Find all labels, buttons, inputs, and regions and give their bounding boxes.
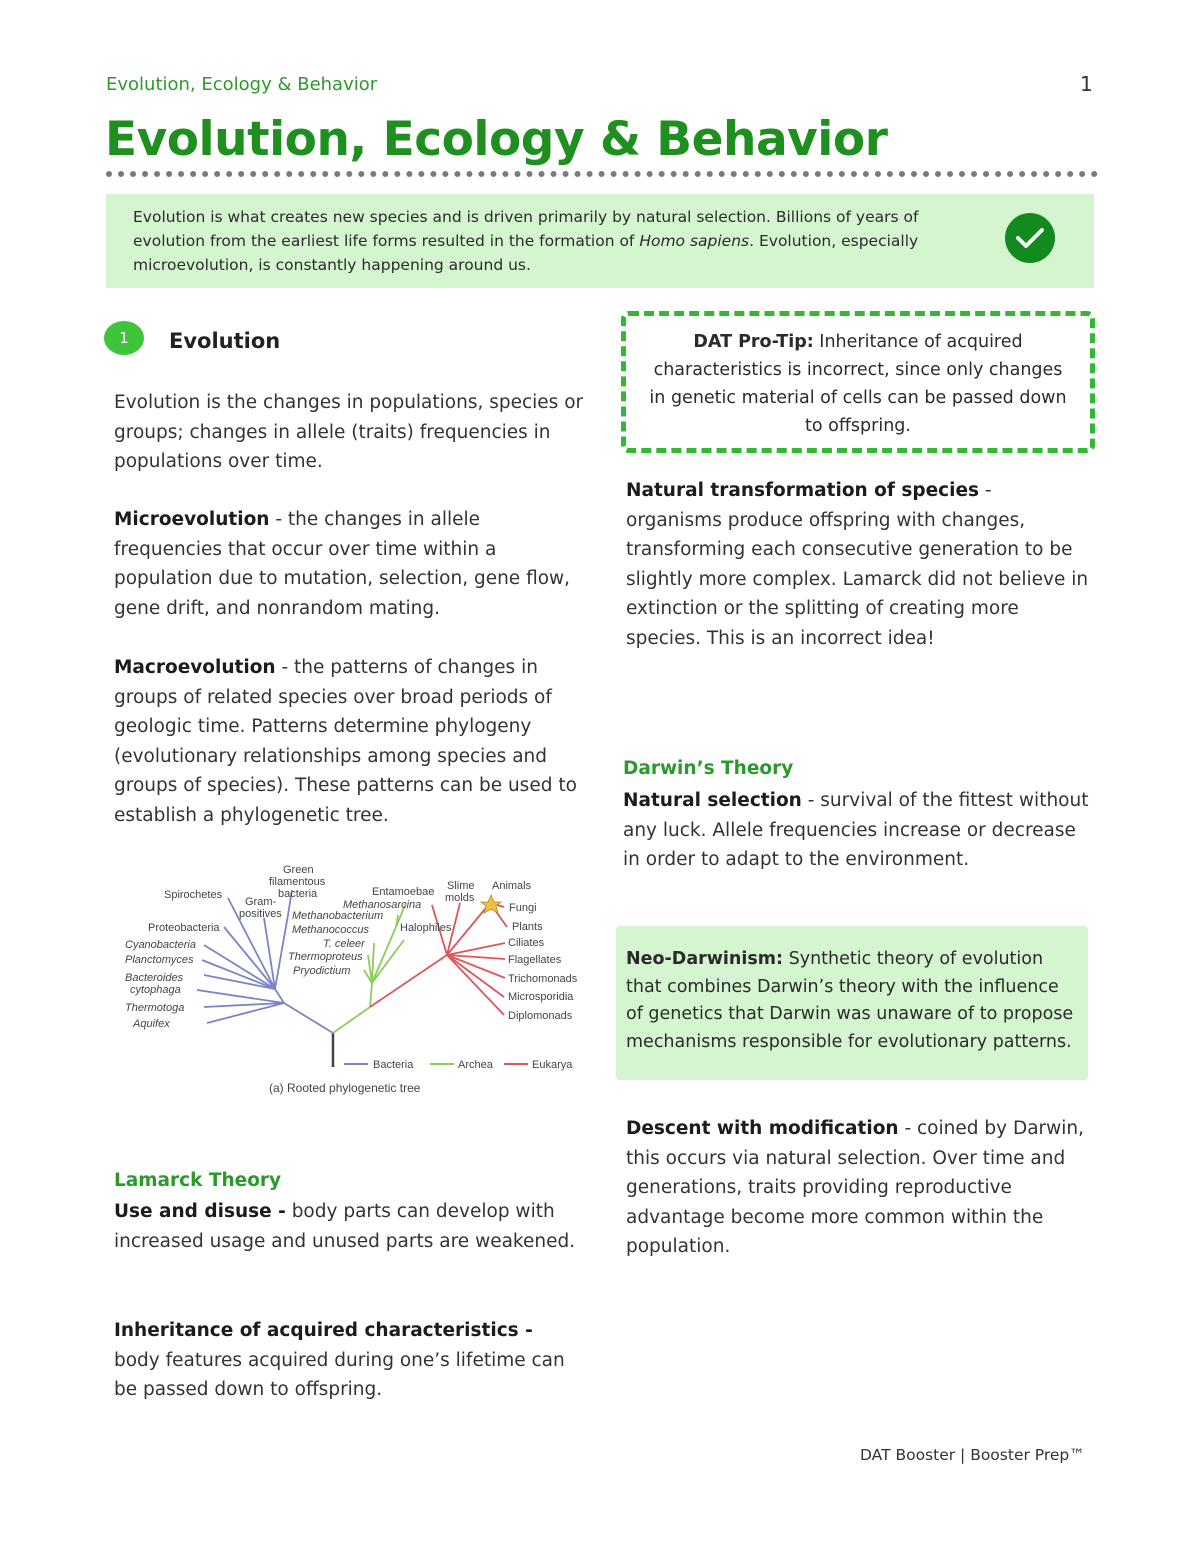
label-positives: positives — [239, 908, 282, 920]
intro-italic: Homo sapiens — [639, 232, 750, 250]
evolution-definition: Evolution is the changes in populations, species or groups; changes in allele (traits) frequencies in populations over time. — [114, 392, 584, 472]
section-title: Evolution — [169, 329, 281, 353]
natural-transformation-paragraph — [626, 476, 1091, 653]
pro-tip-label: DAT Pro-Tip: — [693, 332, 814, 352]
label-thermoproteus: Thermoproteus — [288, 951, 363, 963]
label-fungi: Fungi — [509, 902, 537, 914]
natural-transformation-term: Natural transformation of species — [626, 480, 980, 501]
descent-paragraph — [626, 1114, 1091, 1262]
inheritance-definition: body features acquired during one’s lifetime can be passed down to offspring. — [114, 1349, 565, 1400]
running-header: Evolution, Ecology & Behavior — [106, 74, 378, 95]
macroevolution-definition: - the patterns of changes in groups of related species over broad periods of geologic time. Patterns determine phylogeny (evolutionary relationships among species and groups of species). These patterns can be used to establish a phylogenetic tree. — [114, 657, 577, 826]
darwin-heading: Darwin’s Theory — [623, 758, 794, 779]
label-plants: Plants — [512, 921, 543, 933]
pro-tip-callout — [621, 311, 1095, 453]
label-methanobacterium: Methanobacterium — [292, 910, 384, 922]
label-microsporidia: Microsporidia — [508, 991, 574, 1003]
intro-callout — [106, 194, 1094, 288]
natural-transformation-definition: - organisms produce offspring with changes, transforming each consecutive generation to be slightly more complex. Lamarck did not believe in extinction or the splitting of creating more species. This is an incorrect idea! — [626, 480, 1089, 649]
inheritance-term: Inheritance of acquired characteristics - — [114, 1320, 533, 1341]
descent-term: Descent with modification — [626, 1118, 899, 1139]
natural-selection-term: Natural selection — [623, 790, 802, 811]
pro-tip-text: Inheritance of acquired characteristics is incorrect, since only changes in genetic material of cells can be passed down to offspring. — [649, 332, 1067, 436]
macroevolution-term: Macroevolution — [114, 657, 276, 678]
section-number-badge: 1 — [104, 321, 144, 355]
label-bacteria: bacteria — [278, 888, 318, 900]
microevolution-paragraph — [114, 505, 584, 623]
intro-text-1: Evolution is what creates new species and is driven primarily by natural selection. Billions of years of evolution from the earliest life forms resulted in the formation of — [133, 208, 919, 250]
page-number: 1 — [1080, 72, 1093, 96]
label-thermotoga: Thermotoga — [125, 1002, 185, 1014]
natural-selection-paragraph — [623, 786, 1093, 875]
label-molds: molds — [445, 892, 475, 904]
neo-darwinism-term: Neo-Darwinism: — [626, 949, 784, 969]
label-pryodictium: Pryodictium — [293, 965, 351, 977]
intro-text-2: . Evolution, especially microevolution, is constantly happening around us. — [133, 232, 919, 274]
lamarck-heading: Lamarck Theory — [114, 1170, 282, 1191]
label-methanosarcina: Methanosarcina — [343, 899, 422, 911]
label-entamoebae: Entamoebae — [372, 886, 435, 898]
descent-definition: - coined by Darwin, this occurs via natural selection. Over time and generations, traits providing reproductive advantage become more common within the population. — [626, 1118, 1085, 1257]
figure-caption: (a) Rooted phylogenetic tree — [269, 1081, 421, 1095]
microevolution-definition: - the changes in allele frequencies that occur over time within a population due to mutation, selection, gene flow, gene drift, and nonrandom mating. — [114, 509, 571, 619]
neo-darwinism-definition: Synthetic theory of evolution that combines Darwin’s theory with the influence of genetics that Darwin was unaware of to propose mechanisms responsible for evolutionary patterns. — [626, 949, 1074, 1052]
label-bacteroides: Bacteroides — [125, 972, 184, 984]
label-proteobacteria: Proteobacteria — [148, 922, 220, 934]
use-disuse-term: Use and disuse - — [114, 1201, 286, 1222]
label-slime: Slime — [447, 880, 475, 892]
label-cytophaga: cytophaga — [130, 984, 181, 996]
label-methanococcus: Methanococcus — [292, 924, 370, 936]
label-filamentous: filamentous — [269, 876, 326, 888]
label-spirochetes: Spirochetes — [164, 889, 223, 901]
label-cyanobacteria: Cyanobacteria — [125, 939, 196, 951]
label-t-celeer: T. celeer — [323, 938, 365, 950]
page-title: Evolution, Ecology & Behavior — [105, 112, 888, 167]
label-halophiles: Halophiles — [400, 922, 452, 934]
neo-darwinism-callout — [616, 926, 1088, 1080]
label-flagellates: Flagellates — [508, 954, 562, 966]
use-disuse-paragraph — [114, 1197, 584, 1256]
label-aquifex: Aquifex — [133, 1018, 170, 1030]
natural-selection-definition: - survival of the fittest without any luck. Allele frequencies increase or decrease in order to adapt to the environment. — [623, 790, 1089, 870]
checkmark-icon — [1005, 213, 1055, 263]
legend-bacteria: Bacteria — [373, 1059, 414, 1071]
label-animals: Animals — [492, 880, 532, 892]
label-diplomonads: Diplomonads — [508, 1010, 573, 1022]
microevolution-term: Microevolution — [114, 509, 270, 530]
macroevolution-paragraph — [114, 653, 584, 830]
legend-archea: Archea — [458, 1059, 493, 1071]
label-trichomonads: Trichomonads — [508, 973, 578, 985]
inheritance-paragraph — [114, 1316, 584, 1405]
phylogenetic-tree-figure — [112, 855, 592, 1105]
page-footer: DAT Booster | Booster Prep™ — [860, 1446, 1085, 1464]
use-disuse-definition: body parts can develop with increased usage and unused parts are weakened. — [114, 1201, 576, 1252]
label-gram: Gram- — [245, 896, 277, 908]
legend-eukarya: Eukarya — [532, 1059, 573, 1071]
title-divider — [106, 171, 1098, 177]
label-green: Green — [283, 864, 314, 876]
label-ciliates: Ciliates — [508, 937, 545, 949]
label-planctomyces: Planctomyces — [125, 954, 194, 966]
